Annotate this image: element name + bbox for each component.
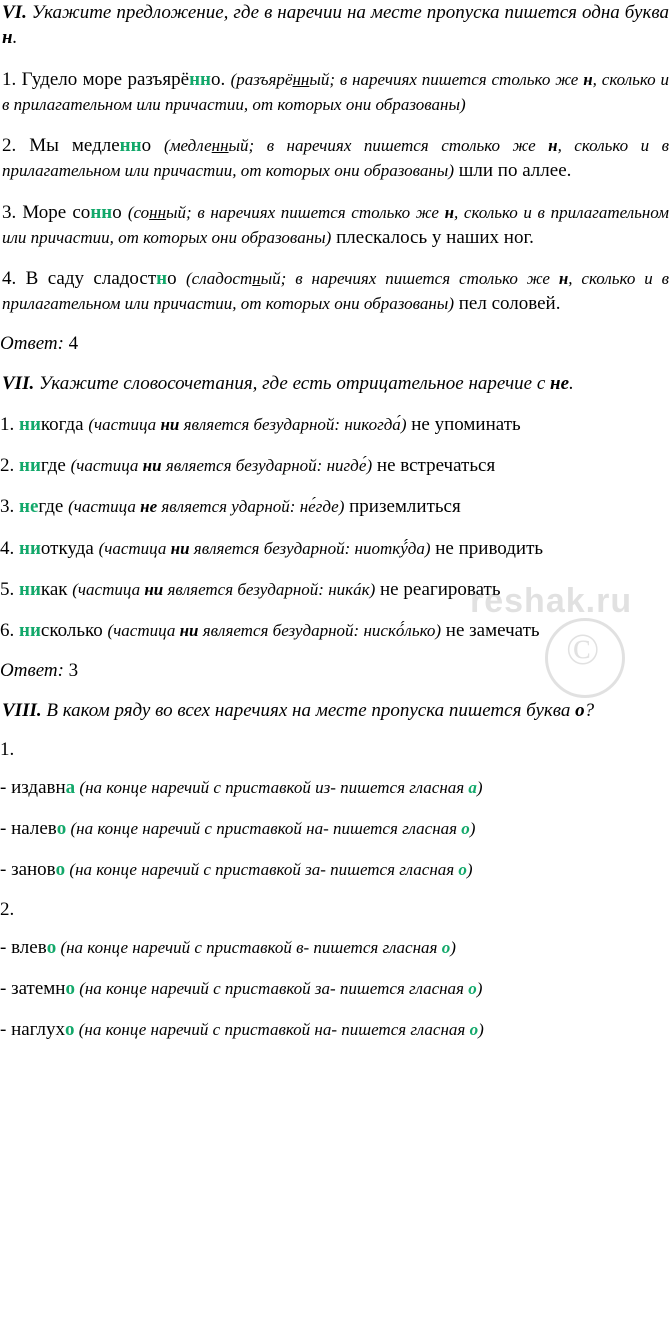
item-word: как bbox=[40, 578, 73, 600]
task-7-item-5 bbox=[0, 577, 671, 602]
task-8-group-2-label: 2. bbox=[0, 898, 15, 920]
expl-mid: является безударной: bbox=[163, 579, 329, 599]
task-7-item-2 bbox=[0, 453, 671, 478]
answer-label: Ответ: bbox=[0, 659, 64, 681]
expl-accent-word: нигде́ bbox=[326, 456, 367, 476]
item-highlight: нн bbox=[119, 135, 142, 157]
item-tail: не упоминать bbox=[406, 413, 521, 435]
item-number: 4. bbox=[2, 268, 26, 290]
item-tail: приземлиться bbox=[344, 496, 461, 518]
row-word: занов bbox=[11, 859, 56, 881]
expl-bold: н bbox=[583, 69, 593, 89]
task-7-heading-text: Укажите словосочетания, где есть отрицательное наречие с bbox=[34, 372, 551, 394]
item-tail: не реагировать bbox=[375, 578, 501, 600]
task-8-group-2-row-2 bbox=[0, 976, 671, 1001]
item-text-pre: Мы медле bbox=[29, 135, 120, 157]
task-6-item-1 bbox=[0, 67, 671, 118]
expl-open: (медле bbox=[164, 136, 212, 156]
task-6-item-4 bbox=[0, 266, 671, 317]
item-word: откуда bbox=[40, 537, 99, 559]
task-6-number: VI. bbox=[2, 2, 27, 23]
expl-bold: не bbox=[140, 497, 158, 517]
expl-mid: является безударной: bbox=[198, 621, 364, 641]
expl-bold: о bbox=[461, 819, 470, 839]
item-explanation bbox=[88, 415, 406, 434]
expl-accent-word: нискó́лько bbox=[363, 621, 436, 641]
answer-value: 3 bbox=[63, 659, 79, 681]
expl-bold: о bbox=[441, 937, 451, 957]
row-explanation bbox=[56, 938, 456, 957]
task-8-group-2-row-3 bbox=[0, 1017, 671, 1042]
item-text-post: о. bbox=[210, 68, 231, 90]
expl-accent-word: никогда́ bbox=[344, 414, 401, 434]
task-6-heading-text: Укажите предложение, где в наречии на месте пропуска пишется одна буква bbox=[26, 2, 669, 23]
task-7-heading-tail: . bbox=[569, 372, 574, 394]
row-dash: - bbox=[0, 818, 12, 840]
expl-open: (со bbox=[127, 202, 150, 222]
task-7-heading bbox=[0, 371, 671, 396]
row-explanation bbox=[66, 819, 475, 838]
item-text-pre: Гудело море разъярё bbox=[21, 68, 190, 90]
expl-accent-word: никáк bbox=[328, 579, 370, 599]
item-explanation bbox=[72, 580, 375, 599]
row-word: издавн bbox=[11, 776, 66, 798]
expl-bold: ни bbox=[144, 579, 164, 599]
item-highlight: ни bbox=[19, 455, 41, 477]
row-dash: - bbox=[0, 936, 12, 958]
expl-bold: ни bbox=[179, 621, 199, 641]
expl-open: (на конце наречий с приставкой за- пишется гласная bbox=[74, 978, 469, 998]
task-7-item-3 bbox=[0, 494, 671, 519]
task-7-item-6 bbox=[0, 618, 671, 643]
row-explanation bbox=[65, 860, 472, 879]
expl-bold: а bbox=[468, 777, 477, 797]
item-tail: шли по аллее. bbox=[454, 160, 572, 182]
expl-mid: ый; в наречиях пишется столько же bbox=[228, 136, 549, 156]
row-highlight: о bbox=[55, 859, 66, 881]
expl-close: ) bbox=[478, 1020, 484, 1040]
task-8-heading-text: В каком ряду во всех наречиях на месте пропуска пишется буква bbox=[41, 699, 576, 721]
expl-close: ) bbox=[476, 777, 483, 797]
item-word: когда bbox=[40, 413, 89, 435]
item-number: 3. bbox=[2, 201, 23, 223]
expl-close: ) bbox=[366, 456, 373, 476]
task-7-heading-bold: не bbox=[550, 372, 570, 394]
row-dash: - bbox=[0, 859, 12, 881]
task-7-item-1 bbox=[0, 412, 671, 437]
item-highlight: ни bbox=[19, 537, 41, 559]
expl-bold: о bbox=[469, 1020, 479, 1040]
item-number: 4. bbox=[0, 537, 19, 559]
expl-bold: н bbox=[548, 136, 558, 156]
watermark-copyright-symbol: © bbox=[566, 625, 600, 674]
task-7-item-4 bbox=[0, 536, 671, 561]
expl-mid: ый; в наречиях пишется столько же bbox=[166, 202, 445, 222]
item-highlight: нн bbox=[189, 68, 211, 90]
item-word: где bbox=[40, 455, 71, 477]
task-6-heading-bold: н bbox=[2, 27, 13, 49]
expl-rest: , сколько и в прилагательном или причастии, от которых они образованы) bbox=[2, 136, 670, 181]
task-6-item-2 bbox=[0, 133, 671, 184]
expl-open: (частица bbox=[72, 579, 145, 599]
expl-underline: нн bbox=[292, 69, 310, 89]
row-explanation bbox=[75, 1020, 484, 1039]
row-highlight: о bbox=[65, 1019, 75, 1041]
task-8-group-1-row-1 bbox=[0, 775, 671, 800]
expl-mid: является безударной: bbox=[161, 456, 327, 476]
answer-label: Ответ: bbox=[0, 332, 64, 354]
expl-mid: ый; в наречиях пишется столько же bbox=[309, 69, 584, 89]
expl-open: (на конце наречий с приставкой на- пишется гласная bbox=[66, 819, 462, 839]
item-tail: не приводить bbox=[430, 537, 544, 559]
expl-rest: , сколько и в прилагательном или причастии, от которых они образованы) bbox=[2, 269, 669, 314]
task-8-group-1-row-3 bbox=[0, 857, 671, 882]
expl-open: (частица bbox=[88, 414, 161, 434]
expl-rest: , сколько и в прилагательном или причастии, от которых они образованы) bbox=[2, 69, 670, 114]
expl-open: (на конце наречий с приставкой за- пишется гласная bbox=[65, 860, 459, 880]
item-explanation bbox=[68, 497, 344, 516]
expl-bold: ни bbox=[160, 414, 180, 434]
task-8-group-1-row-2 bbox=[0, 816, 671, 841]
item-text-post: о bbox=[141, 135, 165, 157]
task-6-item-3 bbox=[0, 200, 671, 251]
expl-mid: является ударной: bbox=[157, 497, 300, 517]
item-number: 1. bbox=[2, 68, 22, 90]
item-number: 1. bbox=[0, 413, 19, 435]
watermark-text: reshak.ru bbox=[470, 582, 633, 620]
task-8-group-1-label: 1. bbox=[0, 738, 15, 760]
task-6-heading-tail: . bbox=[12, 27, 18, 49]
expl-open: (на конце наречий с приставкой в- пишется гласная bbox=[56, 937, 442, 957]
expl-bold: ни bbox=[170, 538, 190, 558]
expl-close: ) bbox=[469, 819, 476, 839]
expl-underline: нн bbox=[149, 202, 167, 222]
row-dash: - bbox=[0, 1019, 12, 1041]
expl-bold: о bbox=[468, 978, 477, 998]
item-highlight: ни bbox=[19, 578, 41, 600]
expl-open: (частица bbox=[70, 456, 143, 476]
task-8-group-2-row-1 bbox=[0, 935, 671, 960]
expl-bold: н bbox=[444, 202, 455, 222]
item-tail: плескалось у наших ног. bbox=[331, 226, 534, 248]
row-word: наглух bbox=[11, 1019, 65, 1041]
expl-close: ) bbox=[476, 978, 483, 998]
item-text-pre: Море со bbox=[22, 201, 91, 223]
row-word: затемн bbox=[11, 977, 66, 999]
item-word: где bbox=[38, 496, 69, 518]
expl-close: ) bbox=[466, 860, 473, 880]
expl-bold: н bbox=[558, 269, 569, 289]
item-explanation bbox=[108, 621, 442, 640]
task-7-answer bbox=[0, 660, 671, 682]
expl-mid: является безударной: bbox=[189, 538, 355, 558]
task-6-heading bbox=[0, 0, 671, 51]
task-8-heading bbox=[0, 698, 671, 723]
task-6-answer bbox=[0, 333, 671, 355]
expl-close: ) bbox=[450, 937, 456, 957]
item-text-post: о bbox=[167, 268, 186, 290]
row-dash: - bbox=[0, 977, 12, 999]
item-tail: не встречаться bbox=[372, 455, 496, 477]
expl-bold: о bbox=[458, 860, 467, 880]
expl-close: ) bbox=[369, 579, 376, 599]
task-8-number: VIII. bbox=[2, 699, 42, 721]
item-explanation bbox=[99, 539, 431, 558]
item-highlight: н bbox=[156, 268, 168, 290]
expl-rest: , сколько и в прилагательном или причастии, от которых они образованы) bbox=[2, 202, 670, 247]
row-highlight: о bbox=[65, 977, 75, 999]
expl-open: (на конце наречий с приставкой из- пишется гласная bbox=[75, 777, 469, 797]
expl-open: (частица bbox=[68, 497, 141, 517]
expl-open: (частица bbox=[98, 538, 171, 558]
row-word: налев bbox=[11, 818, 57, 840]
item-number: 3. bbox=[0, 496, 19, 518]
expl-close: ) bbox=[338, 497, 345, 517]
expl-close: ) bbox=[424, 538, 431, 558]
expl-mid: ый; в наречиях пишется столько же bbox=[260, 269, 559, 289]
item-number: 6. bbox=[0, 620, 19, 642]
expl-accent-word: ниоткý́да bbox=[354, 538, 425, 558]
item-text-post: о bbox=[112, 201, 128, 223]
row-highlight: а bbox=[65, 776, 76, 798]
expl-open: (разъярё bbox=[230, 69, 293, 89]
item-tail: не замечать bbox=[441, 620, 540, 642]
task-7-number: VII. bbox=[2, 372, 35, 394]
expl-mid: является безударной: bbox=[179, 414, 345, 434]
row-explanation bbox=[75, 979, 482, 998]
expl-open: (на конце наречий с приставкой на- пишется гласная bbox=[74, 1020, 470, 1040]
expl-accent-word: не́где bbox=[299, 497, 339, 517]
item-highlight: нн bbox=[90, 201, 113, 223]
item-highlight: ни bbox=[19, 413, 41, 435]
expl-underline: нн bbox=[211, 136, 229, 156]
row-explanation bbox=[75, 778, 482, 797]
item-number: 2. bbox=[0, 455, 19, 477]
item-number: 5. bbox=[0, 578, 19, 600]
item-text-pre: В саду сладост bbox=[25, 268, 157, 290]
expl-close: ) bbox=[400, 414, 407, 434]
task-8-heading-tail: ? bbox=[584, 699, 595, 721]
expl-open: (частица bbox=[107, 621, 180, 641]
answer-value: 4 bbox=[63, 332, 79, 354]
item-word: сколько bbox=[40, 620, 108, 642]
row-word: влев bbox=[11, 936, 47, 958]
row-highlight: о bbox=[56, 818, 67, 840]
row-highlight: о bbox=[46, 936, 57, 958]
item-highlight: ни bbox=[19, 620, 41, 642]
item-number: 2. bbox=[2, 135, 30, 157]
expl-underline: н bbox=[252, 269, 261, 289]
expl-close: ) bbox=[435, 621, 442, 641]
task-8-heading-bold: о bbox=[575, 699, 585, 721]
item-tail: пел соловей. bbox=[454, 293, 561, 315]
item-explanation bbox=[71, 456, 373, 475]
item-highlight: не bbox=[19, 496, 39, 518]
expl-bold: ни bbox=[142, 456, 162, 476]
row-dash: - bbox=[0, 776, 12, 798]
expl-open: (сладост bbox=[185, 269, 253, 289]
